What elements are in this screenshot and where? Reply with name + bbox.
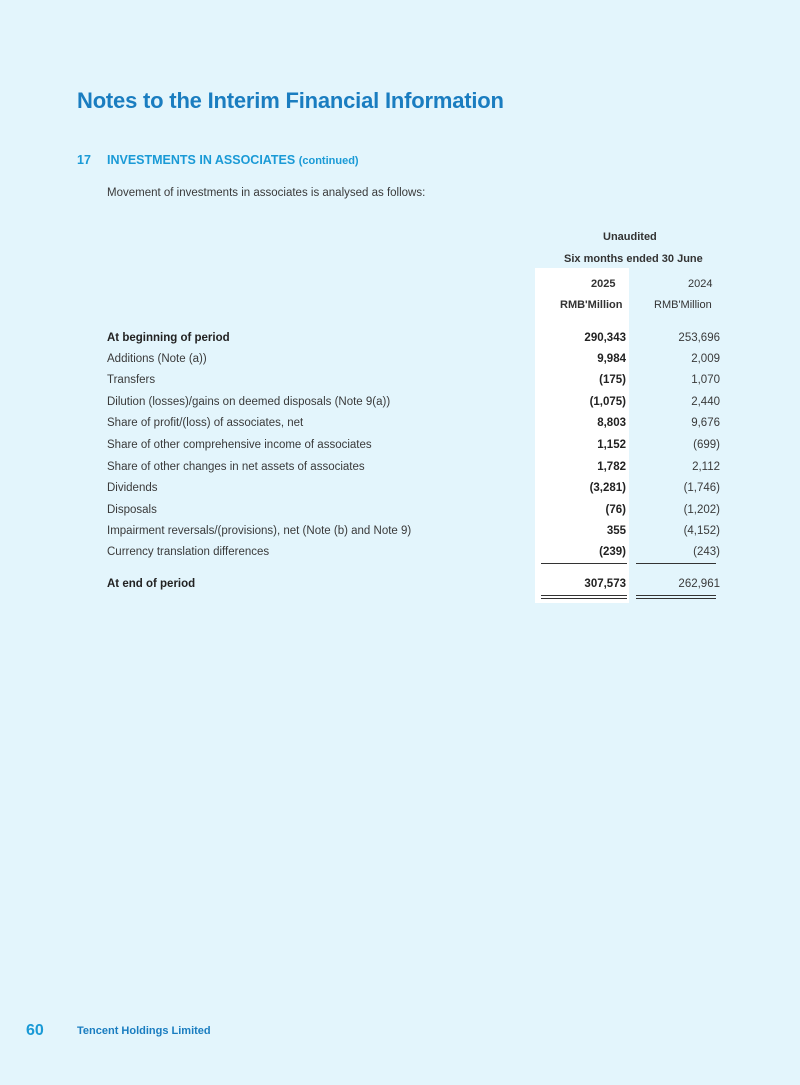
value-2024: (1,746) xyxy=(683,482,720,494)
row-label: Dilution (losses)/gains on deemed disposals (Note 9(a)) xyxy=(107,396,391,408)
section-continued: (continued) xyxy=(298,155,359,167)
table-row xyxy=(107,412,720,434)
value-2024: (699) xyxy=(693,439,720,451)
total-double-rule-2025-top xyxy=(541,595,627,596)
row-label: Share of other changes in net assets of associates xyxy=(107,461,365,473)
row-label: Currency translation differences xyxy=(107,546,270,558)
total-2025: 307,573 xyxy=(584,578,626,590)
table-row xyxy=(107,456,720,478)
value-2024: 2,112 xyxy=(692,461,720,473)
table-row xyxy=(107,369,720,391)
header-year-2024: 2024 xyxy=(688,278,713,290)
section-title: INVESTMENTS IN ASSOCIATES xyxy=(107,153,296,167)
value-2024: 9,676 xyxy=(691,417,720,429)
row-label: At beginning of period xyxy=(107,332,230,344)
row-label: Share of other comprehensive income of associates xyxy=(107,439,372,451)
value-2024: (1,202) xyxy=(683,504,720,516)
table-row xyxy=(107,520,720,542)
row-label: Share of profit/(loss) of associates, net xyxy=(107,417,304,429)
header-year-2025: 2025 xyxy=(591,278,616,290)
table-row xyxy=(107,541,720,563)
section-heading xyxy=(77,153,359,167)
subtotal-rule-2025 xyxy=(541,563,627,564)
subtotal-rule-2024 xyxy=(636,563,716,564)
value-2024: 2,440 xyxy=(691,396,720,408)
row-label: Additions (Note (a)) xyxy=(107,353,207,365)
value-2025: 290,343 xyxy=(584,332,626,344)
total-label: At end of period xyxy=(107,578,196,590)
table-row xyxy=(107,499,720,521)
footer-company-name: Tencent Holdings Limited xyxy=(77,1025,211,1037)
header-unit-2024: RMB'Million xyxy=(654,299,712,311)
value-2025: 8,803 xyxy=(597,417,626,429)
value-2025: (1,075) xyxy=(589,396,626,408)
header-unaudited: Unaudited xyxy=(603,231,657,243)
value-2024: 1,070 xyxy=(691,374,720,386)
page-title: Notes to the Interim Financial Information xyxy=(77,88,504,113)
table-row xyxy=(107,391,720,413)
value-2024: (243) xyxy=(693,546,720,558)
value-2025: (76) xyxy=(605,504,626,516)
row-label: Transfers xyxy=(107,374,156,386)
total-double-rule-2024-top xyxy=(636,595,716,596)
header-period: Six months ended 30 June xyxy=(564,253,703,265)
page-number: 60 xyxy=(26,1022,44,1039)
total-double-rule-2024-bottom xyxy=(636,598,716,599)
row-label: Disposals xyxy=(107,504,157,516)
table-row xyxy=(107,327,720,349)
table-row xyxy=(107,477,720,499)
table-total-row xyxy=(107,573,720,595)
row-label: Dividends xyxy=(107,482,158,494)
value-2025: (175) xyxy=(599,374,626,386)
value-2024: (4,152) xyxy=(683,525,720,537)
total-2024: 262,961 xyxy=(678,578,720,590)
value-2025: (3,281) xyxy=(589,482,626,494)
value-2024: 2,009 xyxy=(691,353,720,365)
value-2025: (239) xyxy=(599,546,626,558)
header-unit-2025: RMB'Million xyxy=(560,299,623,311)
value-2025: 1,152 xyxy=(597,439,626,451)
value-2025: 9,984 xyxy=(597,353,626,365)
table-row xyxy=(107,348,720,370)
value-2025: 355 xyxy=(606,525,626,537)
section-number: 17 xyxy=(77,153,91,167)
total-double-rule-2025-bottom xyxy=(541,598,627,599)
value-2024: 253,696 xyxy=(678,332,720,344)
row-label: Impairment reversals/(provisions), net (Note (b) and Note 9) xyxy=(107,525,412,537)
intro-text: Movement of investments in associates is analysed as follows: xyxy=(107,187,426,199)
table-row xyxy=(107,434,720,456)
value-2025: 1,782 xyxy=(597,461,626,473)
